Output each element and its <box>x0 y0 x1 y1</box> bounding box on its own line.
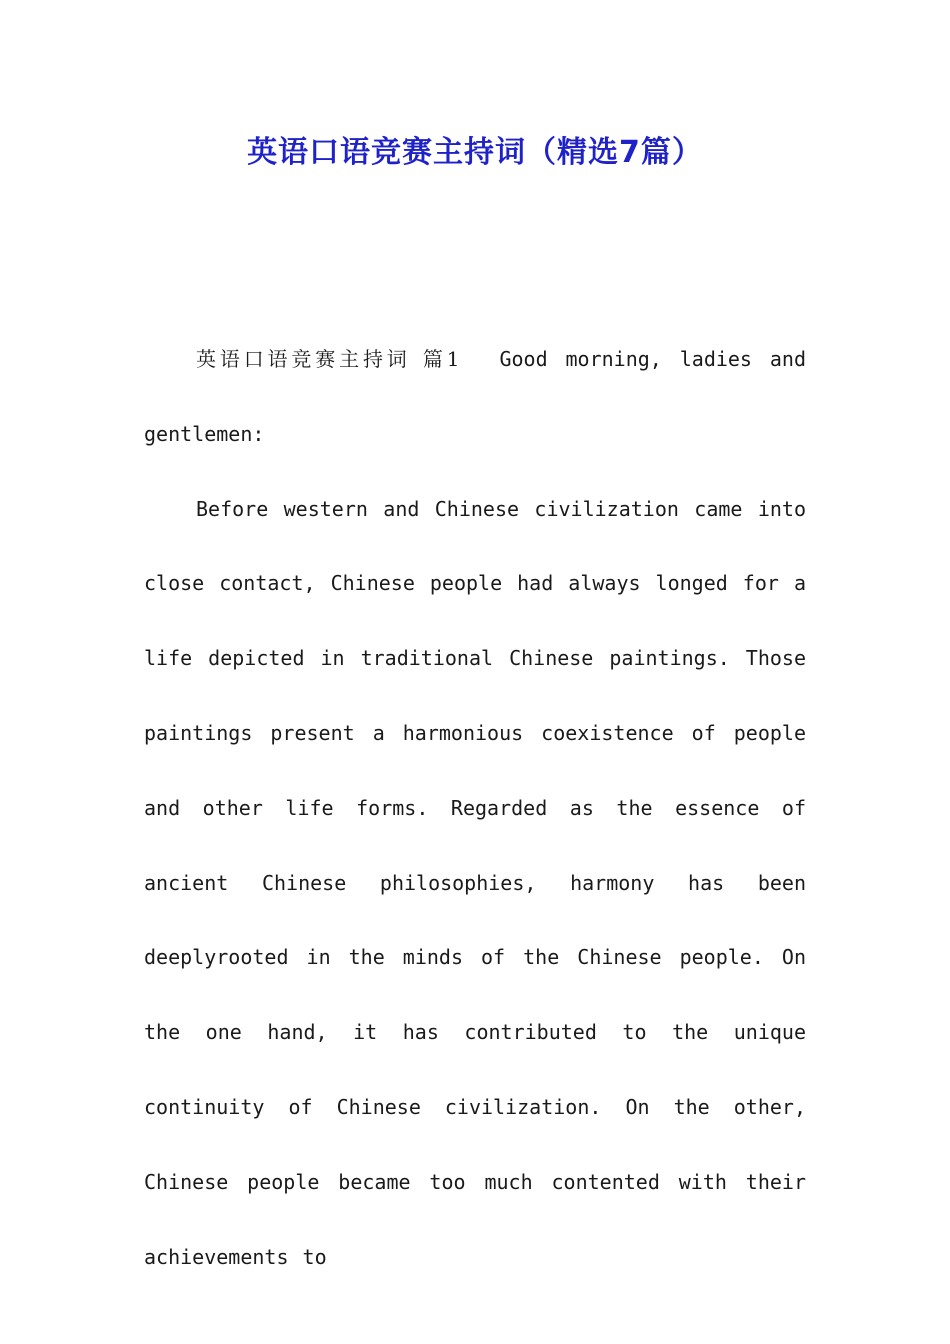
document-body <box>144 322 806 1294</box>
opening-paragraph <box>144 322 806 472</box>
document-title: 英语口语竞赛主持词（精选7篇） <box>247 135 703 170</box>
greeting-text: Good morning, ladies and gentlemen: <box>144 347 806 446</box>
section-heading: 英语口语竞赛主持词 篇1 <box>196 347 460 371</box>
body-paragraph: Before western and Chinese civilization came into close contact, Chinese people had always longed for a life depicted in traditional Chinese paintings. Those paintings present a harmonious coexistence of people and other life forms. Regarded as the essence of ancient Chinese philosophies, harmony has been deeplyrooted in the minds of the Chinese people. On the one hand, it has contributed to the unique continuity of Chinese civilization. On the other, Chinese people became too much contented with their achievements to <box>144 496 806 1269</box>
